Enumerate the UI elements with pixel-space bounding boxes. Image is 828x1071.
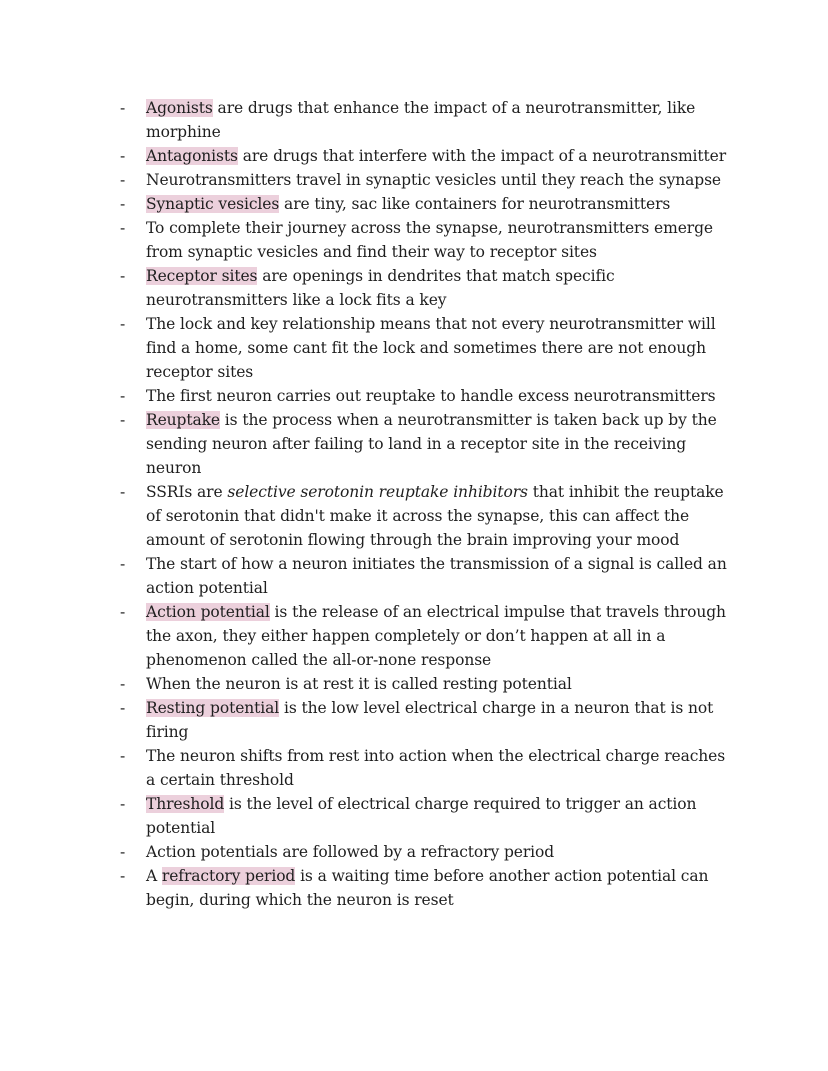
- item-text: is the low level electrical charge in a neuron that is not firing: [146, 699, 714, 741]
- item-prefix: A: [146, 867, 162, 885]
- notes-list: [118, 96, 733, 912]
- item-text: To complete their journey across the synapse, neurotransmitters emerge from synaptic vesicles and find their way to receptor sites: [146, 219, 714, 261]
- bullet-dash: -: [120, 699, 126, 717]
- item-text: are drugs that interfere with the impact of a neurotransmitter: [237, 147, 727, 165]
- list-item: [118, 696, 733, 744]
- list-item: [118, 168, 733, 192]
- bullet-dash: -: [120, 99, 126, 117]
- highlighted-term: Agonists: [146, 99, 213, 117]
- bullet-dash: -: [120, 843, 126, 861]
- bullet-dash: -: [120, 867, 126, 885]
- item-text: are openings in dendrites that match specific neurotransmitters like a lock fits a key: [146, 267, 615, 309]
- item-text: are drugs that enhance the impact of a neurotransmitter, like morphine: [146, 99, 696, 141]
- list-item: [118, 552, 733, 600]
- list-item: [118, 672, 733, 696]
- item-text: is the level of electrical charge required to trigger an action potential: [146, 795, 697, 837]
- list-item: [118, 96, 733, 144]
- highlighted-term: Receptor sites: [146, 267, 258, 285]
- bullet-dash: -: [120, 747, 126, 765]
- item-text: is the process when a neurotransmitter is taken back up by the sending neuron after failing to land in a receptor site in the receiving neuron: [146, 411, 717, 477]
- bullet-dash: -: [120, 795, 126, 813]
- item-text: Neurotransmitters travel in synaptic vesicles until they reach the synapse: [146, 171, 722, 189]
- bullet-dash: -: [120, 267, 126, 285]
- item-text: When the neuron is at rest it is called resting potential: [146, 675, 572, 693]
- list-item: [118, 792, 733, 840]
- list-item: [118, 384, 733, 408]
- highlighted-term: Action potential: [146, 603, 270, 621]
- bullet-dash: -: [120, 483, 126, 501]
- item-text: is a waiting time before another action potential can begin, during which the neuron is reset: [146, 867, 709, 909]
- item-text: Action potentials are followed by a refractory period: [146, 843, 555, 861]
- highlighted-term: Antagonists: [146, 147, 238, 165]
- item-text: is the release of an electrical impulse that travels through the axon, they either happen completely or don’t happen at all in a phenomenon called the all-or-none response: [146, 603, 726, 669]
- list-item: [118, 408, 733, 480]
- item-text: that inhibit the reuptake of serotonin that didn't make it across the synapse, this can affect the amount of serotonin flowing through the brain improving your mood: [146, 483, 724, 549]
- bullet-dash: -: [120, 555, 126, 573]
- list-item: [118, 264, 733, 312]
- list-item: [118, 600, 733, 672]
- item-text: The lock and key relationship means that not every neurotransmitter will find a home, some cant fit the lock and sometimes there are not enough receptor sites: [146, 315, 716, 381]
- highlighted-term: Threshold: [146, 795, 225, 813]
- bullet-dash: -: [120, 603, 126, 621]
- list-item: [118, 840, 733, 864]
- bullet-dash: -: [120, 219, 126, 237]
- item-prefix: SSRIs are: [146, 483, 228, 501]
- list-item: [118, 144, 733, 168]
- list-item: [118, 216, 733, 264]
- bullet-dash: -: [120, 147, 126, 165]
- item-text: are tiny, sac like containers for neurotransmitters: [279, 195, 671, 213]
- list-item: [118, 744, 733, 792]
- italic-phrase: selective serotonin reuptake inhibitors: [227, 483, 528, 501]
- highlighted-term: Resting potential: [146, 699, 280, 717]
- highlighted-term: Synaptic vesicles: [146, 195, 280, 213]
- list-item: [118, 480, 733, 552]
- highlighted-term: Reuptake: [146, 411, 220, 429]
- bullet-dash: -: [120, 387, 126, 405]
- bullet-dash: -: [120, 195, 126, 213]
- list-item: [118, 864, 733, 912]
- item-text: The neuron shifts from rest into action when the electrical charge reaches a certain threshold: [146, 747, 726, 789]
- bullet-dash: -: [120, 675, 126, 693]
- list-item: [118, 192, 733, 216]
- bullet-dash: -: [120, 171, 126, 189]
- bullet-dash: -: [120, 411, 126, 429]
- item-text: The first neuron carries out reuptake to handle excess neurotransmitters: [146, 387, 716, 405]
- item-text: The start of how a neuron initiates the transmission of a signal is called an action potential: [146, 555, 727, 597]
- highlighted-term: refractory period: [161, 867, 296, 885]
- bullet-dash: -: [120, 315, 126, 333]
- list-item: [118, 312, 733, 384]
